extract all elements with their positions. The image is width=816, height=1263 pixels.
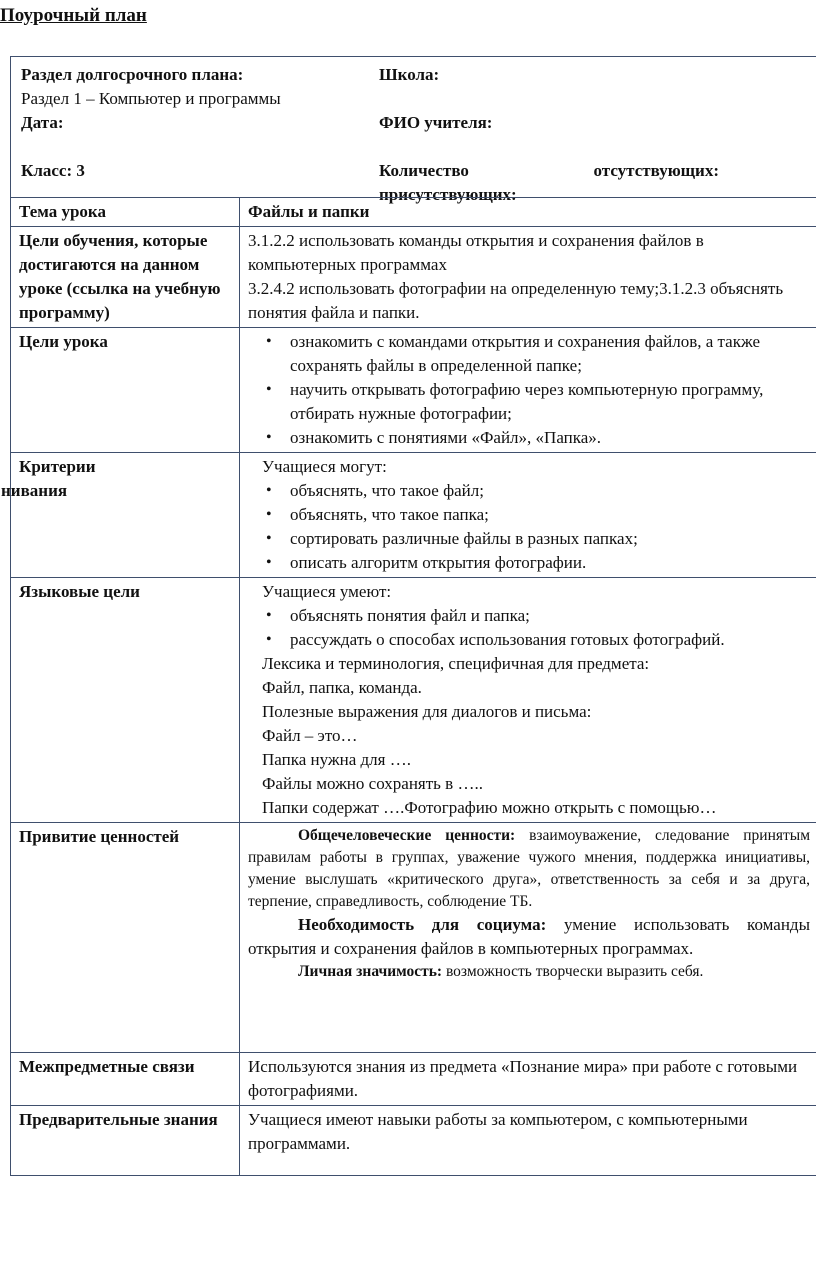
language-goals-label: Языковые цели — [11, 578, 240, 823]
list-item: • объяснять понятия файл и папка; — [248, 604, 810, 628]
topic-value: Файлы и папки — [240, 198, 816, 227]
language-line: Лексика и терминология, специфичная для предмета: — [262, 654, 650, 673]
lesson-header-block — [10, 56, 816, 204]
criteria-label-line-2: нивания — [1, 481, 68, 500]
criteria-label — [1, 453, 240, 578]
prior-knowledge-label: Предварительные знания — [11, 1106, 240, 1176]
learning-goal-line: 3.1.2.2 использовать команды открытия и сохранения файлов в компьютерных программах — [248, 231, 704, 274]
absent-word-2: отсутствующих: — [593, 161, 719, 180]
values-paragraph-3 — [248, 961, 810, 983]
interdisciplinary-label: Межпредметные связи — [11, 1053, 240, 1106]
list-item: • сортировать различные файлы в разных папках; — [248, 527, 810, 551]
language-line: Папки содержат ….Фотографию можно открыть с помощью… — [262, 798, 717, 817]
lesson-plan-table — [1, 197, 816, 1176]
section-value: Раздел 1 – Компьютер и программы — [21, 89, 281, 108]
table-row — [11, 227, 816, 328]
class-label: Класс: 3 — [21, 161, 85, 180]
language-line: Файл, папка, команда. — [262, 678, 422, 697]
table-row — [11, 328, 816, 453]
values-p1-text: взаимоуважение, следование принятым правилам работы в группах, уважение чужого мнения, поддержка инициативы, умение выслушать «критического друга», ответственность за себя и за друга, терпение, справедливость, соблюдение ТБ. — [248, 827, 810, 910]
topic-label: Тема урока — [11, 198, 240, 227]
absent-label — [379, 159, 809, 183]
prior-knowledge-value: Учащиеся имеют навыки работы за компьютером, с компьютерными программами. — [240, 1106, 816, 1176]
values-paragraph-2 — [248, 913, 810, 961]
values-p1-bold: Общечеловеческие ценности: — [298, 827, 516, 844]
language-intro: Учащиеся умеют: — [262, 582, 392, 601]
table-row — [11, 1053, 816, 1106]
table-row — [11, 453, 816, 578]
lesson-goals-label: Цели урока — [11, 328, 240, 453]
teacher-label: ФИО учителя: — [379, 113, 493, 132]
date-label: Дата: — [21, 113, 64, 132]
header-left-column — [21, 63, 371, 183]
table-row — [11, 198, 816, 227]
table-row — [11, 1106, 816, 1176]
language-line: Файлы можно сохранять в ….. — [262, 774, 483, 793]
learning-goals-value — [240, 227, 816, 328]
table-row — [11, 578, 816, 823]
values-value — [240, 823, 816, 1053]
list-item: • объяснять, что такое файл; — [248, 479, 810, 503]
document-title: Поурочный план — [0, 5, 147, 26]
interdisciplinary-value: Используются знания из предмета «Познание мира» при работе с готовыми фотографиями. — [240, 1053, 816, 1106]
absent-word-1: Количество — [379, 161, 469, 180]
values-label: Привитие ценностей — [11, 823, 240, 1053]
language-line: Полезные выражения для диалогов и письма: — [262, 702, 592, 721]
values-paragraph-1 — [248, 825, 810, 913]
criteria-value — [240, 453, 816, 578]
values-p3-text: возможность творчески выразить себя. — [442, 963, 704, 980]
values-p2-text: умение использовать команды открытия и сохранения файлов в компьютерных программах. — [248, 915, 810, 958]
criteria-intro: Учащиеся могут: — [262, 457, 387, 476]
list-item: • описать алгоритм открытия фотографии. — [248, 551, 810, 575]
list-item: • научить открывать фотографию через компьютерную программу, отбирать нужные фотографии; — [248, 378, 810, 426]
list-item: • объяснять, что такое папка; — [248, 503, 810, 527]
lesson-goals-value — [240, 328, 816, 453]
list-item: • ознакомить с командами открытия и сохранения файлов, а также сохранять файлы в определенной папке; — [248, 330, 810, 378]
values-p2-bold: Необходимость для социума: — [298, 915, 547, 934]
language-line: Папка нужна для …. — [262, 750, 411, 769]
language-goals-value — [240, 578, 816, 823]
table-row — [11, 823, 816, 1053]
header-right-column — [379, 63, 809, 207]
list-item: • рассуждать о способах использования готовых фотографий. — [248, 628, 810, 652]
criteria-label-line-1: Критерии — [19, 457, 96, 476]
section-label: Раздел долгосрочного плана: — [21, 65, 244, 84]
learning-goals-label: Цели обучения, которые достигаются на данном уроке (ссылка на учебную программу) — [11, 227, 240, 328]
language-line: Файл – это… — [262, 726, 358, 745]
present-label: присутствующих: — [379, 185, 517, 204]
list-item: • ознакомить с понятиями «Файл», «Папка». — [248, 426, 810, 450]
school-label: Школа: — [379, 65, 440, 84]
learning-goal-line: 3.2.4.2 использовать фотографии на определенную тему;3.1.2.3 объяснять понятия файла и папки. — [248, 279, 784, 322]
values-p3-bold: Личная значимость: — [298, 963, 443, 980]
